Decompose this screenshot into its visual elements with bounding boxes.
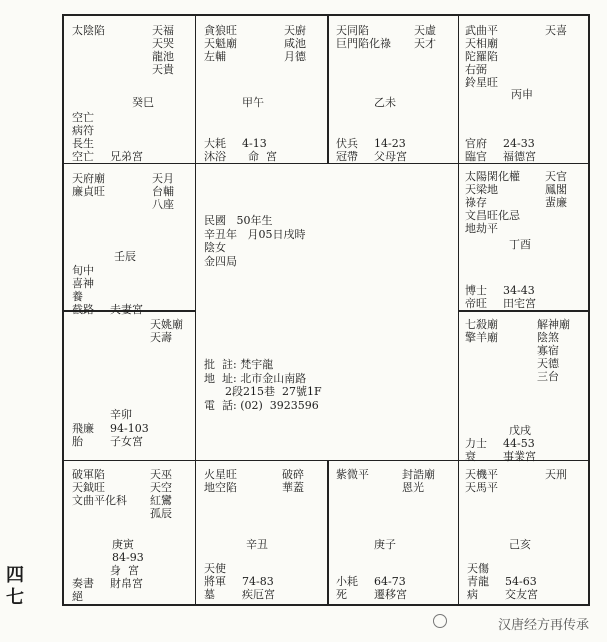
age-range: 64-73 [374, 575, 406, 588]
palace-name: 夫妻宮 [110, 303, 143, 316]
spirit-stars: 天傷 青龍 病 [467, 562, 489, 601]
main-stars: 紫微平 [336, 468, 369, 481]
age-range: 44-53 [503, 437, 535, 450]
main-stars: 武曲平 天相廟 陀羅陷 右弼 鈴星旺 [465, 24, 498, 89]
spirit-stars: 大耗 沐浴 [204, 137, 226, 163]
palace-name: 福德宮 [503, 150, 536, 163]
watermark: 汉唐经方再传承 [497, 618, 589, 633]
ganzhi: 癸巳 [132, 96, 154, 109]
ganzhi: 庚寅 [112, 538, 134, 551]
ganzhi: 庚子 [374, 538, 396, 551]
palace-name: 命 宮 [248, 150, 277, 163]
ganzhi: 戊戌 [509, 424, 531, 437]
birth-info: 民國 50年生 辛丑年 月05日戌時 陰女 金四局 [204, 214, 306, 268]
annotation-info: 批 註: 梵宇龍 地 址: 北市金山南路 2段215巷 27號1F 電 話: (02) 3923596 [204, 358, 322, 412]
palace-shen [459, 16, 590, 163]
spirit-stars: 天使 將軍 墓 [204, 562, 226, 601]
spirit-stars: 小耗 死 [336, 575, 358, 601]
main-stars: 太陽閑化權 天梁地 祿存 文昌旺化忌 地劫平 [465, 170, 520, 235]
palace-name: 兄弟宮 [110, 150, 143, 163]
palace-name: 父母宮 [374, 150, 407, 163]
ganzhi: 丁酉 [509, 238, 531, 251]
palace-name: 遷移宮 [374, 588, 407, 601]
main-stars: 天機平 天馬平 [465, 468, 498, 494]
palace-chen [64, 164, 195, 316]
spirit-stars: 力士 衰 [465, 437, 487, 463]
main-stars: 天府廟 廉貞旺 [72, 172, 105, 198]
minor-stars: 天廚 咸池 月德 [284, 24, 306, 63]
palace-chou [196, 462, 327, 606]
main-stars: 七殺廟 擎羊廟 [465, 318, 498, 344]
ganzhi: 辛卯 [110, 408, 132, 421]
main-stars: 貪狼旺 天魁廟 左輔 [204, 24, 237, 63]
palace-name: 身 宮 財帛宮 [110, 564, 143, 590]
spirit-stars: 飛廉 胎 [72, 422, 94, 448]
minor-stars: 天福 天哭 龍池 天貴 [152, 24, 174, 76]
palace-zi [328, 462, 458, 606]
age-range: 24-33 [503, 137, 535, 150]
ganzhi: 乙未 [374, 96, 396, 109]
minor-stars: 天月 台輔 八座 [152, 172, 174, 211]
minor-stars: 天官 鳳閣 蜚廉 [545, 170, 567, 209]
palace-name: 交友宮 [505, 588, 538, 601]
ganzhi: 丙申 [511, 88, 533, 101]
palace-name: 疾厄宮 [242, 588, 275, 601]
age-range: 74-83 [242, 575, 274, 588]
age-range: 34-43 [503, 284, 535, 297]
minor-stars: 天姚廟 天壽 [150, 318, 183, 344]
ganzhi: 甲午 [242, 96, 264, 109]
palace-xu [459, 312, 590, 463]
palace-hai [459, 462, 590, 606]
minor-stars: 天刑 [545, 468, 567, 481]
minor-stars: 封誥廟 恩光 [402, 468, 435, 494]
main-stars: 天同陷 巨門陷化祿 [336, 24, 391, 50]
palace-wu [196, 16, 327, 163]
palace-wei [328, 16, 458, 163]
palace-yin [64, 462, 195, 606]
minor-stars: 破碎 華蓋 [282, 468, 304, 494]
main-stars: 太陰陷 [72, 24, 105, 37]
palace-name: 田宅宮 [503, 297, 536, 310]
ganzhi: 己亥 [509, 538, 531, 551]
age-range: 94-103 [110, 422, 149, 435]
ganzhi: 壬辰 [114, 250, 136, 263]
spirit-stars: 旬中 喜神 養 截路 [72, 264, 94, 316]
main-stars: 火星旺 地空陷 [204, 468, 237, 494]
age-range: 14-23 [374, 137, 406, 150]
spirit-stars: 奏書 絕 [72, 577, 94, 603]
ganzhi: 辛丑 [246, 538, 268, 551]
spirit-stars: 伏兵 冠帶 [336, 137, 358, 163]
spirit-stars: 博士 帝旺 [465, 284, 487, 310]
palace-name: 事業宮 [503, 450, 536, 463]
palace-you [459, 164, 590, 310]
main-stars: 破軍陷 天鉞旺 文曲平化科 [72, 468, 127, 507]
minor-stars: 天巫 天空 紅鸞 孤辰 [150, 468, 172, 520]
palace-name: 子女宮 [110, 435, 143, 448]
watermark-logo-icon [433, 614, 447, 628]
minor-stars: 天喜 [545, 24, 567, 37]
age-range: 4-13 [242, 137, 267, 150]
page-number: 四 七 [6, 565, 24, 608]
minor-stars: 解神廟 陰煞 寡宿 天德 三台 [537, 318, 570, 383]
ziwei-chart [62, 14, 590, 606]
minor-stars: 天虛 天才 [414, 24, 436, 50]
age-range: 54-63 [505, 575, 537, 588]
palace-mao [64, 312, 195, 460]
spirit-stars: 空亡 病符 長生 空亡 [72, 111, 94, 163]
spirit-stars: 官府 臨官 [465, 137, 487, 163]
age-range: 84-93 [112, 551, 144, 564]
palace-si [64, 16, 195, 163]
